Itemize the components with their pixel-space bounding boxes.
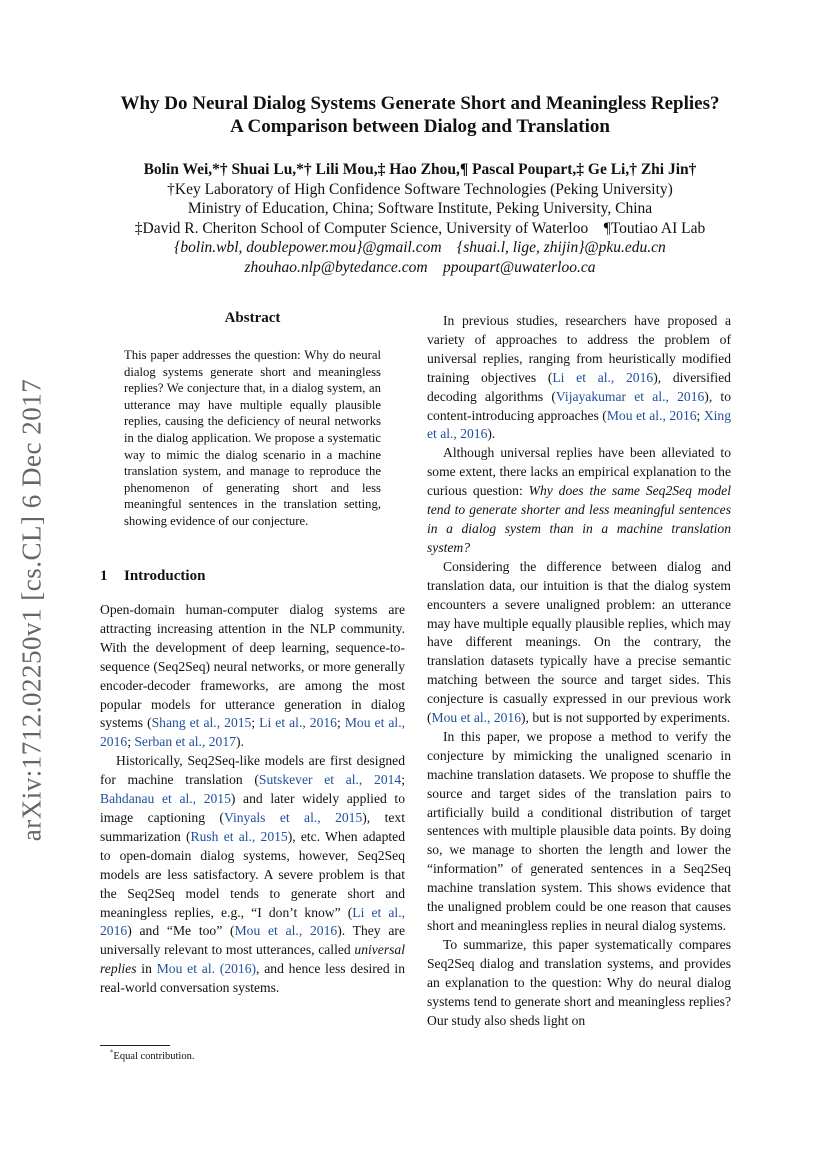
affiliation-1: †Key Laboratory of High Confidence Software Technologies (Peking University) [167,180,673,198]
affiliation-3: ‡David R. Cheriton School of Computer Science, University of Waterloo ¶Toutiao AI Lab [134,219,706,237]
citation-link[interactable]: Li et al., 2016 [259,715,337,731]
paper-title [60,92,780,138]
author-block [60,160,780,277]
citation-link[interactable]: Mou et al., 2016 [431,710,522,726]
intro-paragraph-4: Although universal replies have been alleviated to some extent, there lacks an empirical explanation to the curious question: Why does the same Seq2Seq model tend to generate shorter and less meaningful sentences in a dialog system than in a machine translation system? [427,445,731,555]
citation-link[interactable]: Serban et al., 2017 [134,734,236,750]
citation-link[interactable]: Mou et al., 2016 [234,923,338,939]
title-line-1: Why Do Neural Dialog Systems Generate Short and Meaningless Replies? [120,93,720,114]
footnote-rule [100,1045,170,1046]
citation-link[interactable]: Vinyals et al., 2015 [223,809,363,825]
citation-link[interactable]: Bahdanau et al., 2015 [100,791,231,807]
footnote-text: Equal contribution. [113,1051,195,1062]
citation-link[interactable]: Mou et al., 2016 [100,715,405,750]
citation-link[interactable]: Rush et al., 2015 [190,828,288,844]
author-emails-2: zhouhao.nlp@bytedance.com ppoupart@uwaterloo.ca [244,258,596,276]
section-number: 1 [100,568,108,584]
intro-paragraph-7: To summarize, this paper systematically compares Seq2Seq dialog and translation systems, and provides an explanation to the question: Why do neural dialog systems tend to generate short and meaningless replies? Our study also sheds light on [427,936,731,1028]
citation-link[interactable]: Li et al., 2016 [552,369,654,385]
intro-paragraph-6: In this paper, we propose a method to verify the conjecture by mimicking the unaligned scenario in machine translation datasets. We propose to shuffle the source and target sides of the translation pairs to artificially build a conditional distribution of target sentences with multiple plausible data points. By doing so, we manage to shorten the length and lower the “information” of generated sentences in a Seq2Seq machine translation system. This shows evidence that the unaligned problem could be one reason that causes short and meaningless replies in neural dialog systems. [427,728,731,933]
right-column [427,312,731,1030]
section-title: Introduction [124,568,206,584]
title-line-2: A Comparison between Dialog and Translation [230,116,610,137]
intro-paragraph-1: Open-domain human-computer dialog systems are attracting increasing attention in the NLP community. With the development of deep learning, sequence-to-sequence (Seq2Seq) neural networks, or more generally encoder-decoder frameworks, are among the most popular models for utterance generation in dialog systems (Shang et al., 2015; Li et al., 2016; Mou et al., 2016; Serban et al., 2017). [100,602,405,750]
citation-link[interactable]: Mou et al., 2016 [606,407,697,423]
abstract-text: This paper addresses the question: Why do neural dialog systems generate short and meaningless replies? We conjecture that, in a dialog system, an utterance may have multiple equally plausible replies, causing the deficiency of neural networks in the dialog application. We propose a systematic way to mimic the dialog scenario in a machine translation system, and manage to reproduce the phenomenon of generating short and less meaningful sentences in the translation setting, showing evidence of our conjecture. [124,348,381,528]
citation-link[interactable]: Li et al., 2016 [100,904,405,939]
citation-link[interactable]: Mou et al. (2016) [156,961,257,977]
intro-paragraph-5: Considering the difference between dialog and translation data, our intuition is that the dialog system encounters a severe unaligned problem: an utterance may have multiple equally plausible replies, which may have different meanings. On the contrary, the translation datasets typically have a precise semantic matching between the source and target sides. This conjecture is casually expressed in our previous work (Mou et al., 2016), but is not supported by experiments. [427,558,731,726]
author-emails-1: {bolin.wbl, doublepower.mou}@gmail.com {shuai.l, lige, zhijin}@pku.edu.cn [174,239,666,256]
citation-link[interactable]: Xing et al., 2016 [427,407,731,442]
footnote [110,1050,400,1063]
intro-paragraph-3: In previous studies, researchers have proposed a variety of approaches to address the problem of universal replies, ranging from heuristically modified training objectives (Li et al., 2016), diversified decoding algorithms (Vijayakumar et al., 2016), to content-introducing approaches (Mou et al., 2016; Xing et al., 2016). [427,313,731,442]
citation-link[interactable]: Shang et al., 2015 [151,715,252,731]
intro-paragraph-2: Historically, Seq2Seq-like models are first designed for machine translation (Sutskever et al., 2014; Bahdanau et al., 2015) and later widely applied to image captioning (Vinyals et al., 2015), text summarization (Rush et al., 2015), etc. When adapted to open-domain dialog systems, however, Seq2Seq models are less satisfactory. A severe problem is that the Seq2Seq model tends to generate short and meaningless replies, e.g., “I don’t know” (Li et al., 2016) and “Me too” (Mou et al., 2016). They are universally relevant to most utterances, called universal replies in Mou et al. (2016), and hence less desired in real-world conversation systems. [100,753,406,996]
abstract-heading: Abstract [224,310,281,326]
citation-link[interactable]: Vijayakumar et al., 2016 [555,388,705,404]
affiliation-2: Ministry of Education, China; Software Institute, Peking University, China [187,200,653,217]
author-names: Bolin Wei,*† Shuai Lu,*† Lili Mou,‡ Hao Zhou,¶ Pascal Poupart,‡ Ge Li,† Zhi Jin† [143,161,697,178]
footnote-mark: * [110,1049,114,1057]
section-heading-introduction [100,568,405,585]
arxiv-identifier-text: arXiv:1712.02250v1 [cs.CL] 6 Dec 2017 [16,378,47,842]
citation-link[interactable]: Sutskever et al., 2014 [258,772,402,788]
left-column [100,601,405,998]
arxiv-identifier [12,370,52,850]
